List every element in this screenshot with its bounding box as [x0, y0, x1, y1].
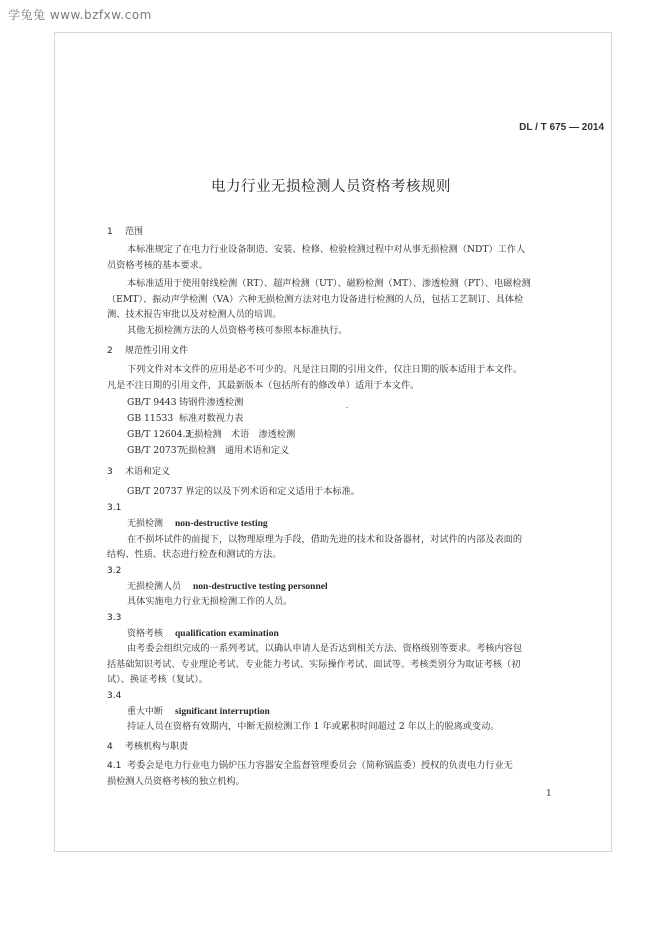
- paragraph-line: （EMT）、振动声学检测（VA）六种无损检测方法对电力设备进行检测的人员，包括工艺制订、具体检: [107, 294, 524, 305]
- definition-line: 持证人员在资格有效期内，中断无损检测工作 1 年或累积时间超过 2 年以上的脱离或变动。: [127, 721, 500, 732]
- paragraph-line: 其他无损检测方法的人员资格考核可参照本标准执行。: [127, 325, 348, 336]
- clause-number: 3.1: [107, 503, 122, 513]
- term-entry: [127, 628, 279, 640]
- clause-number: 3.2: [107, 566, 122, 576]
- reference-item: [127, 429, 295, 441]
- reference-title: 标准对数视力表: [179, 413, 244, 424]
- definition-line: 试）、换证考核（复试）。: [107, 674, 209, 685]
- paragraph-line: GB/T 20737 界定的以及下列术语和定义适用于本标准。: [127, 486, 360, 497]
- clause-number: 3.3: [107, 613, 122, 623]
- clause-number: 4.1: [107, 761, 122, 771]
- term-en: non-destructive testing: [175, 519, 268, 529]
- paragraph-line: 测、技术报告审批以及对检测人员的培训。: [107, 309, 282, 320]
- reference-code: GB 11533: [127, 413, 174, 424]
- term-entry: [127, 706, 270, 718]
- section-number: 4: [107, 742, 113, 752]
- term-en: non-destructive testing personnel: [193, 582, 328, 592]
- clause-line: [107, 760, 513, 772]
- page-number: 1: [546, 789, 552, 799]
- section-number: 2: [107, 346, 113, 356]
- reference-title: 无损检测 通用术语和定义: [179, 445, 290, 456]
- paragraph-line: 本标准规定了在电力行业设备制造、安装、检修、检验检测过程中对从事无损检测（NDT）工作人: [127, 244, 526, 255]
- term-zh: 无损检测: [127, 519, 164, 529]
- term-entry: [127, 581, 328, 593]
- reference-code: GB/T 20737: [127, 445, 183, 456]
- paragraph-line: 下列文件对本文件的应用是必不可少的。凡是注日期的引用文件，仅注日期的版本适用于本文件。: [127, 364, 523, 375]
- term-entry: [127, 518, 268, 530]
- scan-mark: [346, 407, 348, 408]
- paragraph-line: 凡是不注日期的引用文件，其最新版本（包括所有的修改单）适用于本文件。: [107, 380, 420, 391]
- reference-item: [127, 413, 243, 425]
- definition-line: 由考委会组织完成的一系列考试，以确认申请人是否达到相关方法、资格级别等要求。考核内容包: [127, 643, 523, 654]
- definition-line: 括基础知识考试、专业理论考试、专业能力考试、实际操作考试、面试等。考核类别分为取证考核（初: [107, 659, 521, 670]
- section-1-heading: [107, 226, 143, 238]
- section-2-heading: [107, 345, 188, 357]
- section-number: 1: [107, 227, 113, 237]
- section-title: 范围: [125, 227, 144, 237]
- reference-code: GB/T 9443: [127, 397, 177, 408]
- clause-number: 3.4: [107, 691, 122, 701]
- clause-text: 考委会是电力行业电力锅炉压力容器安全监督管理委员会（简称锅监委）授权的负责电力行业无: [127, 760, 513, 771]
- section-4-heading: [107, 741, 188, 753]
- term-zh: 资格考核: [127, 629, 164, 639]
- watermark-text: 学兔兔 www.bzfxw.com: [8, 8, 152, 22]
- definition-line: 结构、性质、状态进行检查和测试的方法。: [107, 549, 282, 560]
- term-zh: 无损检测人员: [127, 582, 182, 592]
- definition-line: 具体实施电力行业无损检测工作的人员。: [127, 596, 293, 607]
- document-title: 电力行业无损检测人员资格考核规则: [211, 179, 451, 195]
- section-title: 规范性引用文件: [125, 346, 189, 356]
- standard-code: DL / T 675 — 2014: [519, 122, 604, 133]
- section-number: 3: [107, 467, 113, 477]
- reference-code: GB/T 12604.3: [127, 429, 192, 440]
- term-en: qualification examination: [175, 629, 279, 639]
- term-zh: 重大中断: [127, 707, 164, 717]
- section-3-heading: [107, 466, 170, 478]
- definition-line: 在不损坏试件的前提下，以物理原理为手段，借助先进的技术和设备器材，对试件的内部及表面的: [127, 534, 523, 545]
- reference-title: 无损检测 术语 渗透检测: [185, 429, 296, 440]
- paragraph-line: 本标准适用于使用射线检测（RT）、超声检测（UT）、磁粉检测（MT）、渗透检测（PT）、电磁检测: [127, 278, 531, 289]
- section-title: 术语和定义: [125, 467, 171, 477]
- reference-item: [127, 397, 243, 409]
- term-en: significant interruption: [175, 707, 270, 717]
- clause-line: 损检测人员资格考核的独立机构。: [107, 776, 245, 787]
- reference-title: 铸钢件渗透检测: [179, 397, 244, 408]
- paragraph-line: 员资格考核的基本要求。: [107, 260, 209, 271]
- reference-item: [127, 445, 289, 457]
- section-title: 考核机构与职责: [125, 742, 189, 752]
